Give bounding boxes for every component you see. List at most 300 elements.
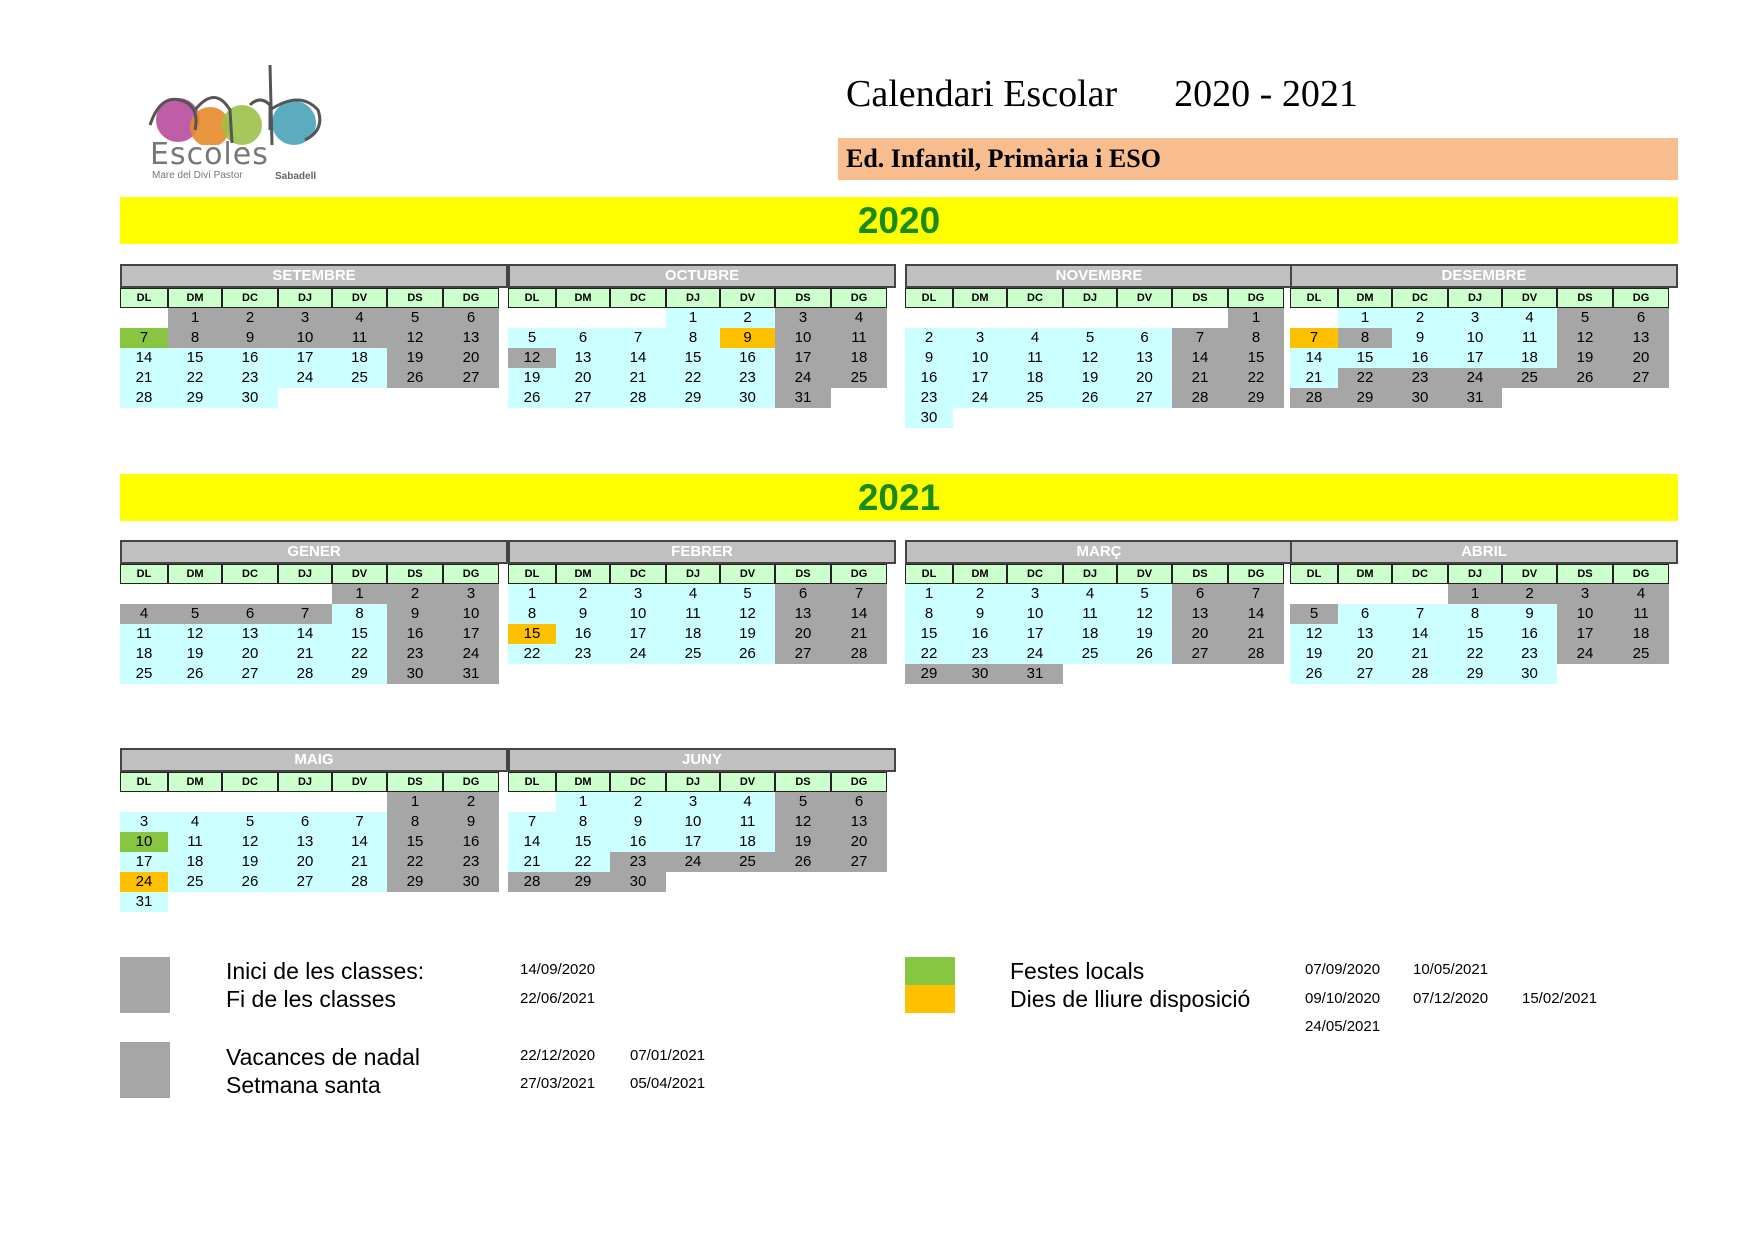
weekday-header: DG [831, 288, 887, 308]
day-cell: 22 [508, 644, 556, 664]
day-cell: 18 [1063, 624, 1117, 644]
day-cell: 4 [1502, 308, 1557, 328]
day-cell: 24 [953, 388, 1007, 408]
day-cell: 9 [556, 604, 610, 624]
day-cell: 6 [222, 604, 278, 624]
day-cell: 20 [831, 832, 887, 852]
day-cell: 17 [953, 368, 1007, 388]
weekday-header: DM [168, 564, 222, 584]
month-name: ABRIL [1290, 540, 1678, 564]
year-banner-2020: 2020 [120, 197, 1678, 244]
empty-cell [332, 892, 387, 912]
month-name: OCTUBRE [508, 264, 896, 288]
day-cell: 19 [1290, 644, 1338, 664]
day-grid [120, 772, 508, 912]
weekday-header: DC [610, 772, 666, 792]
empty-cell [1063, 308, 1117, 328]
day-cell: 19 [1063, 368, 1117, 388]
year-banner-2021: 2021 [120, 474, 1678, 521]
day-cell: 26 [720, 644, 775, 664]
day-cell: 17 [1448, 348, 1502, 368]
day-cell: 7 [332, 812, 387, 832]
weekday-header: DS [1557, 564, 1613, 584]
day-cell: 23 [905, 388, 953, 408]
logo-graphic [140, 55, 340, 145]
day-grid [508, 564, 896, 664]
weekday-header: DL [1290, 288, 1338, 308]
day-cell: 29 [387, 872, 443, 892]
day-cell: 21 [508, 852, 556, 872]
weekday-header: DC [222, 564, 278, 584]
day-cell: 18 [1502, 348, 1557, 368]
legend-inici-label: Inici de les classes: [226, 958, 425, 984]
day-cell: 17 [610, 624, 666, 644]
day-cell: 11 [720, 812, 775, 832]
day-cell: 10 [1557, 604, 1613, 624]
weekday-header: DM [556, 772, 610, 792]
empty-cell [1613, 664, 1669, 684]
weekday-header: DM [168, 288, 222, 308]
month-name: NOVEMBRE [905, 264, 1293, 288]
day-cell: 24 [120, 872, 168, 892]
day-cell: 26 [1557, 368, 1613, 388]
day-cell: 24 [1448, 368, 1502, 388]
day-cell: 28 [120, 388, 168, 408]
month-name: JUNY [508, 748, 896, 772]
day-cell: 25 [120, 664, 168, 684]
day-cell: 16 [905, 368, 953, 388]
day-cell: 9 [1392, 328, 1448, 348]
day-cell: 11 [1063, 604, 1117, 624]
day-cell: 15 [1228, 348, 1284, 368]
empty-cell [1063, 664, 1117, 684]
day-cell: 16 [720, 348, 775, 368]
day-cell: 21 [831, 624, 887, 644]
day-cell: 15 [666, 348, 720, 368]
day-cell: 3 [1557, 584, 1613, 604]
day-cell: 26 [168, 664, 222, 684]
day-cell: 12 [1290, 624, 1338, 644]
day-cell: 27 [443, 368, 499, 388]
day-cell: 18 [1007, 368, 1063, 388]
day-cell: 20 [278, 852, 332, 872]
day-cell: 11 [120, 624, 168, 644]
day-cell: 15 [508, 624, 556, 644]
weekday-header: DC [222, 288, 278, 308]
day-cell: 9 [953, 604, 1007, 624]
day-cell: 28 [1392, 664, 1448, 684]
day-cell: 13 [831, 812, 887, 832]
empty-cell [168, 792, 222, 812]
day-cell: 10 [443, 604, 499, 624]
day-cell: 8 [666, 328, 720, 348]
day-cell: 8 [556, 812, 610, 832]
month-juny [508, 748, 896, 892]
day-cell: 23 [556, 644, 610, 664]
day-cell: 27 [278, 872, 332, 892]
day-cell: 19 [1557, 348, 1613, 368]
weekday-header: DG [1613, 288, 1669, 308]
empty-cell [443, 892, 499, 912]
day-cell: 13 [1338, 624, 1392, 644]
day-cell: 8 [1448, 604, 1502, 624]
day-cell: 28 [610, 388, 666, 408]
day-cell: 6 [1172, 584, 1228, 604]
day-cell: 15 [556, 832, 610, 852]
day-cell: 27 [222, 664, 278, 684]
day-grid [508, 288, 896, 408]
legend-fi-date: 22/06/2021 [520, 990, 596, 1007]
legend-swatch-festes [905, 957, 955, 985]
empty-cell [1557, 388, 1613, 408]
weekday-header: DJ [666, 564, 720, 584]
day-cell: 1 [1448, 584, 1502, 604]
day-cell: 17 [666, 832, 720, 852]
month-marc [905, 540, 1293, 684]
day-cell: 25 [1502, 368, 1557, 388]
day-cell: 3 [1448, 308, 1502, 328]
day-cell: 16 [1502, 624, 1557, 644]
empty-cell [1007, 408, 1063, 428]
day-cell: 24 [610, 644, 666, 664]
empty-cell [953, 408, 1007, 428]
day-cell: 25 [332, 368, 387, 388]
month-desembre [1290, 264, 1678, 408]
weekday-header: DM [168, 772, 222, 792]
day-cell: 21 [1392, 644, 1448, 664]
day-cell: 11 [666, 604, 720, 624]
empty-cell [120, 308, 168, 328]
empty-cell [1117, 408, 1172, 428]
day-cell: 30 [953, 664, 1007, 684]
day-grid [120, 564, 508, 684]
day-cell: 9 [443, 812, 499, 832]
month-name: FEBRER [508, 540, 896, 564]
weekday-header: DM [953, 564, 1007, 584]
empty-cell [332, 792, 387, 812]
weekday-header: DG [1613, 564, 1669, 584]
day-cell: 22 [905, 644, 953, 664]
day-cell: 10 [1007, 604, 1063, 624]
weekday-header: DM [556, 288, 610, 308]
day-cell: 12 [720, 604, 775, 624]
empty-cell [1117, 664, 1172, 684]
day-cell: 3 [610, 584, 666, 604]
day-cell: 15 [168, 348, 222, 368]
weekday-header: DG [831, 564, 887, 584]
day-cell: 10 [120, 832, 168, 852]
day-cell: 29 [556, 872, 610, 892]
empty-cell [1172, 408, 1228, 428]
empty-cell [556, 308, 610, 328]
day-cell: 20 [775, 624, 831, 644]
day-cell: 14 [508, 832, 556, 852]
day-cell: 11 [831, 328, 887, 348]
day-cell: 11 [1502, 328, 1557, 348]
weekday-header: DS [775, 772, 831, 792]
day-cell: 30 [1502, 664, 1557, 684]
legend-nadal-label: Vacances de nadal [226, 1044, 420, 1070]
day-cell: 19 [168, 644, 222, 664]
day-cell: 3 [666, 792, 720, 812]
day-cell: 20 [1613, 348, 1669, 368]
empty-cell [278, 584, 332, 604]
weekday-header: DV [332, 772, 387, 792]
day-cell: 18 [831, 348, 887, 368]
logo-subtitle: Mare del Diví Pastor [152, 170, 243, 181]
day-cell: 16 [953, 624, 1007, 644]
day-cell: 27 [1172, 644, 1228, 664]
day-cell: 18 [720, 832, 775, 852]
day-cell: 25 [666, 644, 720, 664]
day-cell: 8 [332, 604, 387, 624]
weekday-header: DM [1338, 564, 1392, 584]
day-cell: 10 [666, 812, 720, 832]
day-cell: 13 [278, 832, 332, 852]
empty-cell [905, 308, 953, 328]
weekday-header: DM [1338, 288, 1392, 308]
day-cell: 12 [775, 812, 831, 832]
weekday-header: DL [1290, 564, 1338, 584]
day-cell: 29 [905, 664, 953, 684]
legend-fi-label: Fi de les classes [226, 986, 397, 1012]
empty-cell [1063, 408, 1117, 428]
legend-festes-date-2: 10/05/2021 [1413, 961, 1489, 978]
day-cell: 29 [666, 388, 720, 408]
weekday-header: DC [1007, 564, 1063, 584]
day-cell: 7 [278, 604, 332, 624]
day-cell: 2 [610, 792, 666, 812]
weekday-header: DL [508, 288, 556, 308]
day-cell: 19 [720, 624, 775, 644]
day-cell: 1 [508, 584, 556, 604]
empty-cell [1007, 308, 1063, 328]
day-cell: 1 [905, 584, 953, 604]
day-cell: 16 [387, 624, 443, 644]
empty-cell [1290, 308, 1338, 328]
day-cell: 23 [953, 644, 1007, 664]
empty-cell [775, 872, 831, 892]
day-cell: 26 [1117, 644, 1172, 664]
weekday-header: DL [120, 288, 168, 308]
school-logo [140, 55, 340, 185]
day-cell: 1 [666, 308, 720, 328]
weekday-header: DJ [666, 288, 720, 308]
day-cell: 12 [222, 832, 278, 852]
day-cell: 17 [1007, 624, 1063, 644]
day-cell: 12 [1557, 328, 1613, 348]
day-cell: 6 [443, 308, 499, 328]
day-grid [905, 288, 1293, 428]
day-cell: 7 [1290, 328, 1338, 348]
day-cell: 10 [610, 604, 666, 624]
day-cell: 6 [1338, 604, 1392, 624]
empty-cell [222, 792, 278, 812]
day-cell: 14 [332, 832, 387, 852]
day-cell: 26 [1290, 664, 1338, 684]
day-cell: 13 [222, 624, 278, 644]
day-cell: 28 [332, 872, 387, 892]
legend-swatch-lliure [905, 985, 955, 1013]
day-cell: 7 [831, 584, 887, 604]
legend-inici-date: 14/09/2020 [520, 961, 596, 978]
day-cell: 12 [508, 348, 556, 368]
legend-nadal-start: 22/12/2020 [520, 1047, 596, 1064]
day-cell: 22 [1338, 368, 1392, 388]
day-cell: 5 [508, 328, 556, 348]
empty-cell [1392, 584, 1448, 604]
day-cell: 14 [1228, 604, 1284, 624]
day-cell: 13 [556, 348, 610, 368]
day-cell: 4 [168, 812, 222, 832]
day-cell: 4 [666, 584, 720, 604]
day-cell: 7 [120, 328, 168, 348]
day-cell: 26 [387, 368, 443, 388]
day-cell: 7 [1172, 328, 1228, 348]
day-cell: 15 [332, 624, 387, 644]
empty-cell [120, 584, 168, 604]
empty-cell [387, 388, 443, 408]
day-cell: 27 [1613, 368, 1669, 388]
day-cell: 16 [610, 832, 666, 852]
day-cell: 2 [1502, 584, 1557, 604]
weekday-header: DC [1392, 288, 1448, 308]
day-cell: 8 [1228, 328, 1284, 348]
day-cell: 21 [120, 368, 168, 388]
weekday-header: DJ [278, 564, 332, 584]
legend-lliure-label: Dies de lliure disposició [1010, 986, 1251, 1012]
day-cell: 25 [1063, 644, 1117, 664]
day-cell: 10 [278, 328, 332, 348]
weekday-header: DC [610, 564, 666, 584]
weekday-header: DL [120, 564, 168, 584]
day-cell: 23 [222, 368, 278, 388]
empty-cell [1557, 664, 1613, 684]
day-cell: 5 [222, 812, 278, 832]
day-cell: 21 [1290, 368, 1338, 388]
weekday-header: DV [720, 772, 775, 792]
weekday-header: DV [1502, 288, 1557, 308]
day-cell: 15 [905, 624, 953, 644]
day-cell: 24 [1007, 644, 1063, 664]
day-cell: 31 [120, 892, 168, 912]
day-cell: 21 [332, 852, 387, 872]
day-cell: 26 [222, 872, 278, 892]
day-cell: 15 [1448, 624, 1502, 644]
month-febrer [508, 540, 896, 664]
empty-cell [1117, 308, 1172, 328]
day-cell: 13 [1613, 328, 1669, 348]
day-cell: 25 [168, 872, 222, 892]
day-cell: 12 [168, 624, 222, 644]
legend-swatch-santa [120, 1070, 170, 1098]
legend-lliure-date-1: 09/10/2020 [1305, 990, 1381, 1007]
weekday-header: DL [508, 772, 556, 792]
day-cell: 31 [1007, 664, 1063, 684]
weekday-header: DV [332, 288, 387, 308]
weekday-header: DC [222, 772, 278, 792]
day-cell: 18 [1613, 624, 1669, 644]
day-cell: 28 [508, 872, 556, 892]
empty-cell [168, 584, 222, 604]
day-cell: 1 [332, 584, 387, 604]
day-cell: 30 [720, 388, 775, 408]
month-novembre [905, 264, 1293, 428]
day-cell: 30 [905, 408, 953, 428]
weekday-header: DL [905, 564, 953, 584]
weekday-header: DJ [278, 288, 332, 308]
weekday-header: DJ [1448, 564, 1502, 584]
legend-santa-end: 05/04/2021 [630, 1075, 706, 1092]
day-cell: 7 [1392, 604, 1448, 624]
day-cell: 8 [387, 812, 443, 832]
weekday-header: DV [1117, 564, 1172, 584]
day-cell: 9 [222, 328, 278, 348]
day-cell: 30 [387, 664, 443, 684]
day-cell: 29 [168, 388, 222, 408]
day-cell: 1 [1228, 308, 1284, 328]
day-cell: 5 [1063, 328, 1117, 348]
day-cell: 28 [1172, 388, 1228, 408]
weekday-header: DG [831, 772, 887, 792]
day-cell: 4 [1007, 328, 1063, 348]
day-cell: 9 [387, 604, 443, 624]
weekday-header: DJ [1448, 288, 1502, 308]
day-cell: 5 [1117, 584, 1172, 604]
day-cell: 4 [1613, 584, 1669, 604]
day-cell: 7 [610, 328, 666, 348]
day-cell: 7 [508, 812, 556, 832]
day-cell: 17 [443, 624, 499, 644]
day-cell: 6 [1117, 328, 1172, 348]
day-grid [905, 564, 1293, 684]
day-cell: 30 [610, 872, 666, 892]
day-cell: 1 [168, 308, 222, 328]
legend-festes-date-1: 07/09/2020 [1305, 961, 1381, 978]
empty-cell [508, 792, 556, 812]
empty-cell [831, 872, 887, 892]
day-cell: 2 [953, 584, 1007, 604]
day-cell: 4 [120, 604, 168, 624]
day-cell: 14 [1290, 348, 1338, 368]
day-cell: 12 [1063, 348, 1117, 368]
day-cell: 14 [610, 348, 666, 368]
empty-cell [278, 792, 332, 812]
day-cell: 6 [831, 792, 887, 812]
day-cell: 14 [1172, 348, 1228, 368]
weekday-header: DG [1228, 564, 1284, 584]
month-gener [120, 540, 508, 684]
day-cell: 31 [1448, 388, 1502, 408]
day-cell: 5 [387, 308, 443, 328]
empty-cell [278, 892, 332, 912]
day-cell: 21 [1172, 368, 1228, 388]
day-cell: 18 [666, 624, 720, 644]
day-cell: 2 [1392, 308, 1448, 328]
day-cell: 24 [1557, 644, 1613, 664]
empty-cell [720, 872, 775, 892]
day-cell: 3 [278, 308, 332, 328]
day-cell: 27 [831, 852, 887, 872]
day-cell: 4 [831, 308, 887, 328]
weekday-header: DG [443, 288, 499, 308]
day-cell: 22 [666, 368, 720, 388]
day-cell: 20 [556, 368, 610, 388]
day-cell: 27 [1117, 388, 1172, 408]
day-cell: 25 [1007, 388, 1063, 408]
day-cell: 15 [1338, 348, 1392, 368]
day-cell: 10 [953, 348, 1007, 368]
